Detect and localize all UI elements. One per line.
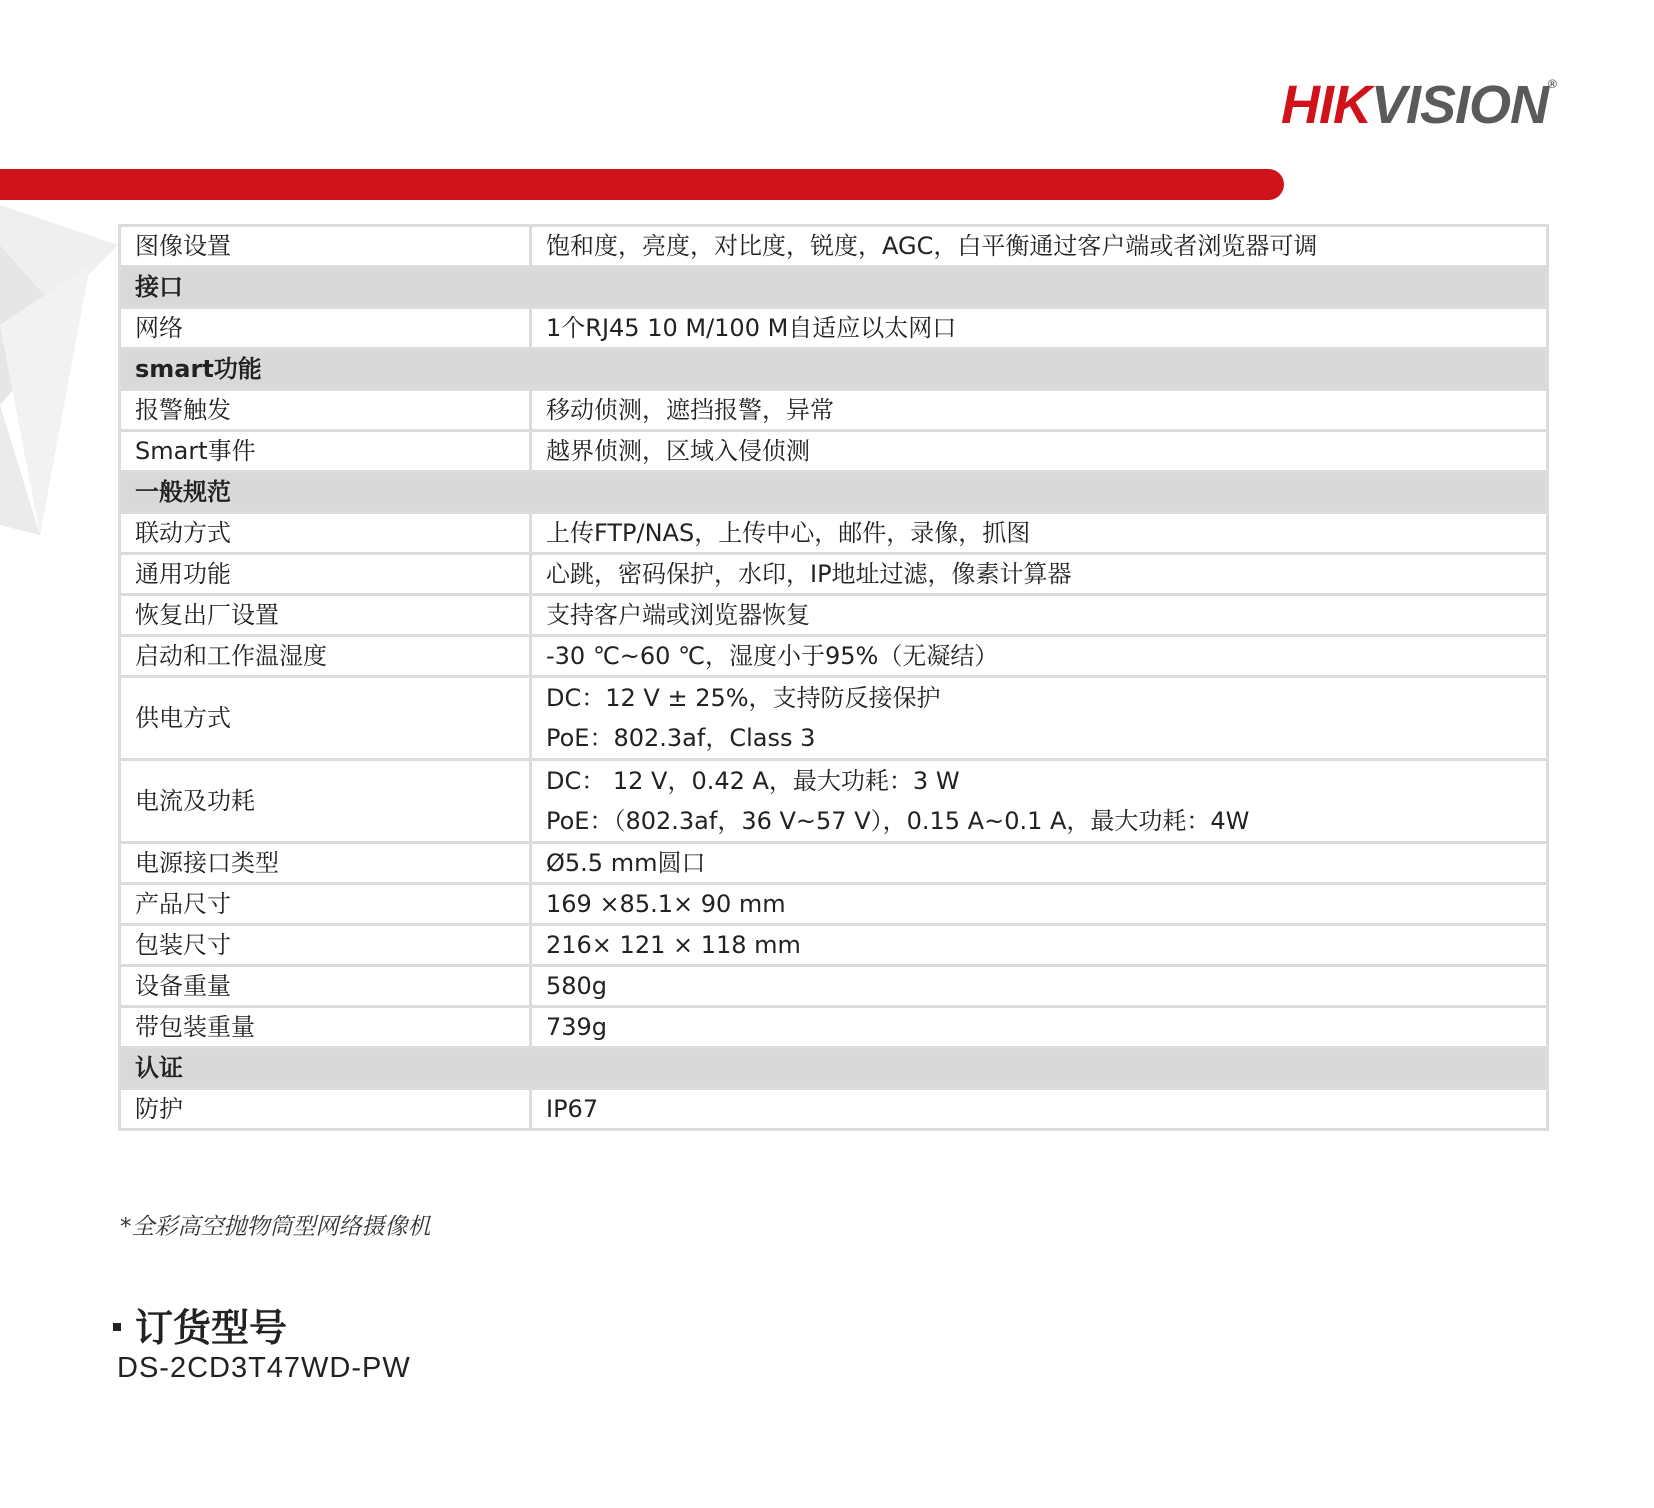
order-model: DS-2CD3T47WD-PW [117,1352,411,1384]
spec-value-cell: 越界侦测，区域入侵侦测 [531,431,1548,472]
spec-key: 联动方式 [120,513,531,554]
spec-row [120,431,1548,472]
section-title: smart功能 [120,349,1548,390]
spec-key: 包装尺寸 [120,925,531,966]
section-title: 接口 [120,267,1548,308]
spec-value-cell: 心跳，密码保护，水印，IP地址过滤，像素计算器 [531,554,1548,595]
spec-key: 设备重量 [120,966,531,1007]
spec-value-line: DC：12 V ± 25%，支持防反接保护 [546,684,941,712]
section-header-row [120,1048,1548,1089]
logo-grey-text: VISION [1371,75,1549,135]
section-header-row [120,267,1548,308]
spec-key: 电源接口类型 [120,843,531,884]
spec-value-cell: 169 ×85.1× 90 mm [531,884,1548,925]
spec-value-cell: 支持客户端或浏览器恢复 [531,595,1548,636]
spec-key: 网络 [120,308,531,349]
order-heading-text: 订货型号 [135,1306,288,1350]
spec-key: 通用功能 [120,554,531,595]
spec-row [120,554,1548,595]
order-heading [113,1297,287,1352]
logo-red-text: HIK [1281,75,1371,135]
registered-mark: ® [1548,77,1556,91]
spec-row [120,226,1548,267]
header-red-bar [0,169,1284,200]
spec-key: 报警触发 [120,390,531,431]
hikvision-logo [1281,75,1556,135]
spec-value-line: DC： 12 V，0.42 A，最大功耗：3 W [546,767,960,795]
bullet-icon [113,1323,121,1331]
spec-key: Smart事件 [120,431,531,472]
spec-key: 图像设置 [120,226,531,267]
spec-value-cell: IP67 [531,1089,1548,1130]
spec-table-body [120,226,1548,1130]
spec-row [120,1089,1548,1130]
spec-value-cell: 739g [531,1007,1548,1048]
spec-row [120,308,1548,349]
spec-row [120,390,1548,431]
spec-key: 电流及功耗 [120,760,531,843]
spec-value-cell: 上传FTP/NAS，上传中心，邮件，录像，抓图 [531,513,1548,554]
spec-row [120,966,1548,1007]
spec-value-cell: 580g [531,966,1548,1007]
section-title: 认证 [120,1048,1548,1089]
spec-row [120,677,1548,760]
spec-value-cell [531,760,1548,843]
spec-value-cell: 1个RJ45 10 M/100 M自适应以太网口 [531,308,1548,349]
spec-value-cell: 饱和度，亮度，对比度，锐度，AGC，白平衡通过客户端或者浏览器可调 [531,226,1548,267]
spec-row [120,513,1548,554]
section-header-row [120,472,1548,513]
spec-row [120,884,1548,925]
spec-value-cell: Ø5.5 mm圆口 [531,843,1548,884]
spec-value-cell: 216× 121 × 118 mm [531,925,1548,966]
spec-key: 防护 [120,1089,531,1130]
spec-key: 启动和工作温湿度 [120,636,531,677]
spec-value-line: PoE：802.3af，Class 3 [546,724,816,752]
spec-value-cell: 移动侦测，遮挡报警，异常 [531,390,1548,431]
spec-key: 产品尺寸 [120,884,531,925]
spec-table [118,224,1549,1131]
spec-row [120,1007,1548,1048]
spec-key: 带包装重量 [120,1007,531,1048]
spec-key: 恢复出厂设置 [120,595,531,636]
section-header-row [120,349,1548,390]
footnote: *全彩高空抛物筒型网络摄像机 [120,1214,431,1240]
spec-key: 供电方式 [120,677,531,760]
spec-value-cell [531,677,1548,760]
decorative-triangles [0,205,120,535]
spec-value-line: PoE：（802.3af，36 V~57 V），0.15 A~0.1 A，最大功耗：4W [546,807,1250,835]
section-title: 一般规范 [120,472,1548,513]
spec-value-cell: -30 ℃~60 ℃，湿度小于95%（无凝结） [531,636,1548,677]
spec-row [120,925,1548,966]
spec-row [120,595,1548,636]
spec-row [120,843,1548,884]
spec-row [120,636,1548,677]
spec-row [120,760,1548,843]
